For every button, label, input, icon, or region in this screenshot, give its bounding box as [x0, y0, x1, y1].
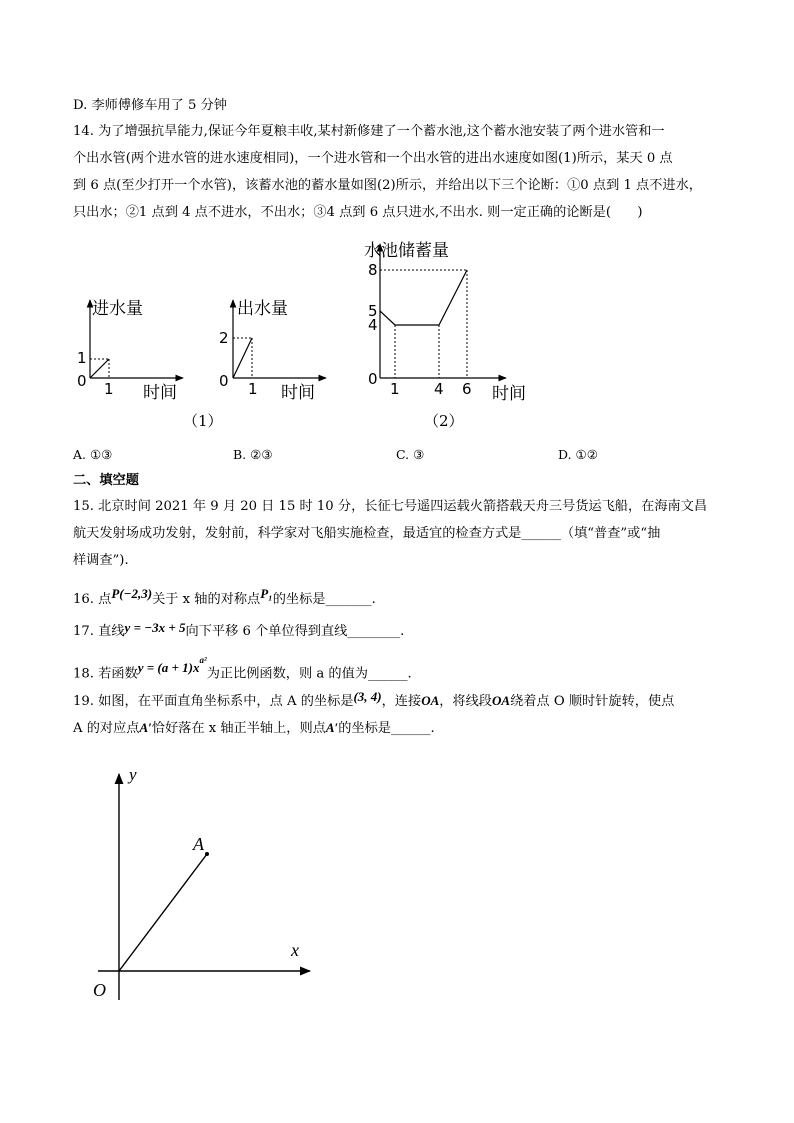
x-axis-label: 时间: [281, 383, 315, 403]
q14-line-4: 只出水；②1 点到 4 点不进水，不出水；③4 点到 6 点只进水,不出水. 则一定正确的论断是( ): [73, 205, 643, 220]
q16: [73, 586, 734, 609]
option-b: B. ②③: [233, 447, 273, 462]
q19-line-2: [73, 719, 734, 738]
q15-line-2: 航天发射场成功发射，发射前，科学家对飞船实施检查，最适宜的检查方式是______（填“普查”或“抽: [73, 526, 661, 541]
q19-aprime-2: A′: [325, 720, 339, 735]
q14-line-2: 个出水管(两个进水管的进水速度相同)，一个进水管和一个出水管的进出水速度如图(1)所示，某天 0 点: [73, 151, 673, 166]
q19-line2-post: 的坐标是______.: [338, 721, 435, 736]
y-tick-label: 1: [77, 349, 87, 367]
q16-post: 的坐标是_______.: [272, 592, 376, 607]
storage-line: [380, 270, 467, 325]
x-tick-label: 1: [248, 380, 258, 398]
x-tick-4: 4: [434, 380, 444, 398]
q19-mid2: ，将线段: [439, 694, 492, 709]
q19-oa-2: OA: [492, 693, 511, 708]
x-tick-1: 1: [390, 380, 400, 398]
caption-figure-2: （2）: [424, 412, 464, 430]
q17-line-eq: y = −3x + 5: [124, 620, 186, 635]
q18-pre: 18. 若函数: [73, 666, 138, 682]
q19-line2-pre: A 的对应点: [73, 721, 140, 736]
q18-exponent: a²: [199, 655, 207, 665]
q18-function: y = (a + 1)x: [137, 660, 200, 676]
x-tick-label: 1: [104, 380, 114, 398]
x-tick-6: 6: [462, 380, 472, 398]
q14-line-3: 到 6 点(至少打开一个水管)，该蓄水池的蓄水量如图(2)所示，并给出以下三个论断：①0 点到 1 点不进水，: [73, 178, 702, 193]
q14-figure-storage: [358, 236, 538, 406]
q16-mid: 关于 x 轴的对称点: [152, 592, 261, 607]
q14-line-1: 14. 为了增强抗旱能力,保证今年夏粮丰收,某村新修建了一个蓄水池,这个蓄水池安装了两个进水管和一: [73, 124, 665, 139]
q17-post: 向下平移 6 个单位得到直线________.: [185, 624, 405, 639]
y-tick-8: 8: [368, 261, 378, 279]
q17-pre: 17. 直线: [73, 624, 125, 639]
q15-line-3: 样调查”).: [73, 553, 129, 568]
origin-label: O: [93, 980, 106, 1000]
q16-pre: 16. 点: [73, 592, 112, 607]
point-a-label: A: [193, 834, 204, 854]
x-axis-label: x: [291, 940, 299, 960]
q16-point-p1: P₁: [260, 586, 273, 601]
x-axis-label: 时间: [492, 384, 526, 404]
y-tick-5: 5: [368, 302, 378, 320]
rate-line: [90, 359, 109, 378]
origin-label: 0: [77, 372, 87, 390]
q18: [73, 655, 734, 683]
q16-point-p: P(−2,3): [111, 586, 153, 601]
caption-figure-1: （1）: [183, 412, 223, 430]
option-c: C. ③: [396, 447, 425, 462]
q19-line2-mid: 恰好落在 x 轴正半轴上，则点: [151, 721, 326, 736]
q14-figure-inflow: [68, 290, 198, 405]
q18-post: 为正比例函数，则 a 的值为______.: [206, 666, 412, 682]
origin-label: 0: [219, 372, 229, 390]
y-axis-label: 出水量: [237, 299, 288, 319]
y-tick-4: 4: [368, 316, 378, 334]
x-axis-label: 时间: [143, 383, 177, 403]
q15-line-1: 15. 北京时间 2021 年 9 月 20 日 15 时 10 分，长征七号遥四运载火箭搭载天舟三号货运飞船，在海南文昌: [73, 499, 708, 514]
option-a: A. ①③: [73, 447, 113, 462]
q17: [73, 622, 734, 641]
origin-label: 0: [368, 370, 378, 388]
point-a: [205, 852, 209, 856]
section-title: 二、填空题: [73, 473, 139, 488]
q19-mid1: ，连接: [381, 694, 422, 709]
q19-pre: 19. 如图，在平面直角坐标系中，点 A 的坐标是: [73, 694, 354, 709]
q19-aprime-1: A′: [139, 720, 152, 735]
y-axis-label: 水池储蓄量: [364, 241, 449, 261]
segment-oa: [119, 854, 207, 971]
q19-line-1: [73, 689, 734, 711]
y-tick-label: 2: [219, 329, 229, 347]
y-axis-label: 进水量: [92, 299, 143, 319]
q19-coord: (3, 4): [353, 689, 382, 704]
option-d-previous: D. 李师傅修车用了 5 分钟: [73, 98, 227, 113]
q19-coordinate-figure: [88, 760, 328, 1005]
q19-oa-1: OA: [421, 693, 440, 708]
q19-mid3: 绕着点 O 顺时针旋转，使点: [510, 694, 675, 709]
y-axis-label: y: [129, 765, 137, 784]
q14-figure-outflow: [215, 290, 345, 405]
rate-line: [233, 338, 252, 378]
option-d: D. ①②: [558, 447, 598, 462]
